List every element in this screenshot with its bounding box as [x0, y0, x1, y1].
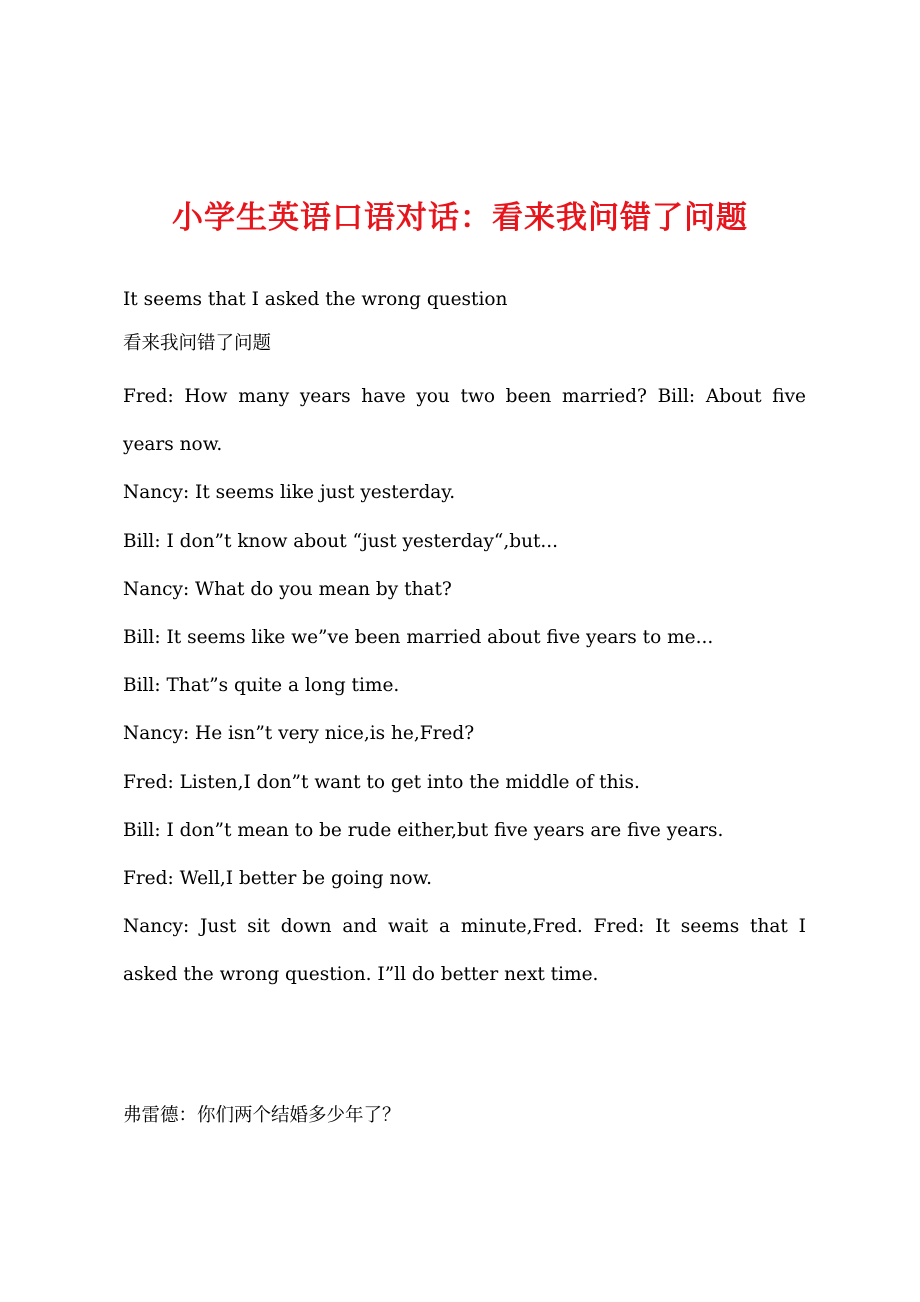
dialogue-line: Nancy: What do you mean by that?: [123, 578, 452, 600]
dialogue-line: Fred: How many years have you two been married? Bill: About five years now.: [123, 386, 806, 456]
dialogue-line: Fred: Well,I better be going now.: [123, 868, 433, 890]
dialogue-line: Bill: That”s quite a long time.: [123, 675, 400, 697]
document-title: 小学生英语口语对话：看来我问错了问题: [172, 200, 748, 236]
dialogue-line: Nancy: He isn”t very nice,is he,Fred?: [123, 723, 475, 745]
subtitle-english: It seems that I asked the wrong question: [123, 289, 508, 310]
dialogue-line: Bill: It seems like we”ve been married about five years to me...: [123, 627, 714, 649]
subtitle-chinese: 看来我问错了问题: [123, 333, 272, 354]
dialogue-line: Nancy: It seems like just yesterday.: [123, 482, 456, 504]
dialogue-line: Bill: I don”t mean to be rude either,but five years are five years.: [123, 819, 724, 841]
dialogue-line: Bill: I don”t know about “just yesterday“,but...: [123, 530, 559, 552]
dialogue-line: Nancy: Just sit down and wait a minute,Fred. Fred: It seems that I asked the wrong question. I”ll do better next time.: [123, 916, 806, 986]
dialogue-block: [123, 373, 806, 1000]
translation-line: 弗雷德：你们两个结婚多少年了？: [123, 1105, 401, 1126]
dialogue-line: Fred: Listen,I don”t want to get into the middle of this.: [123, 771, 640, 793]
